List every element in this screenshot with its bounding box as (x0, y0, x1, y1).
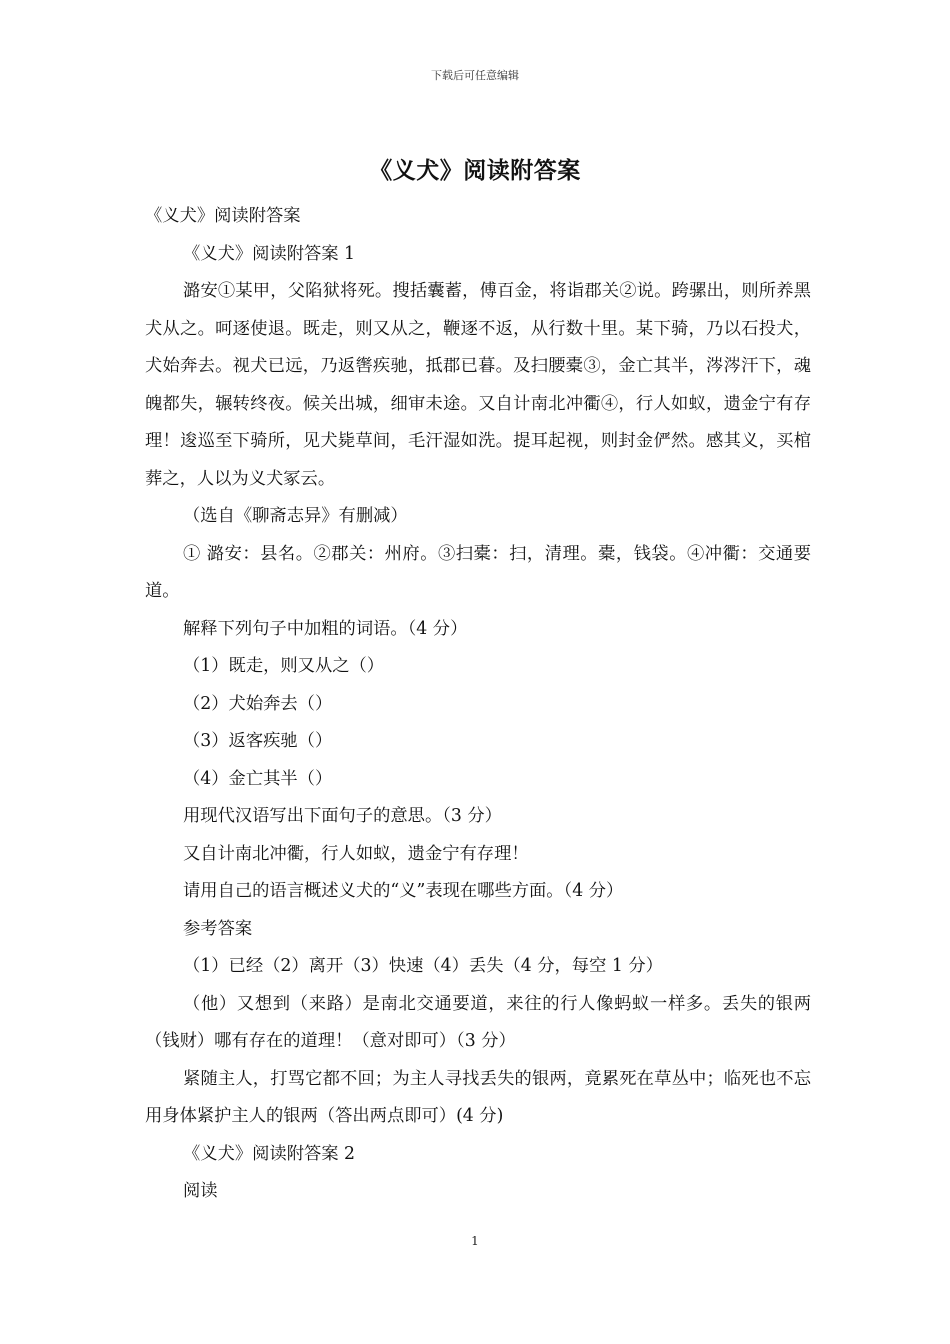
answer-2: （他）又想到（来路）是南北交通要道，来往的行人像蚂蚁一样多。丢失的银两（钱财）哪有存在的道理！（意对即可）（3 分） (145, 993, 811, 1051)
question-2-sentence: 又自计南北冲衢，行人如蚁，遗金宁有存理！ (183, 843, 529, 864)
question-3: 请用自己的语言概述义犬的“义”表现在哪些方面。（4 分） (183, 881, 624, 901)
answer-1: （1）已经（2）离开（3）快速（4）丢失（4 分，每空 1 分） (183, 956, 663, 976)
question-1-item-4: （4）金亡其半（） (183, 768, 333, 789)
classical-text: 潞安①某甲，父陷狱将死。搜括囊蓄，傅百金，将诣郡关②说。跨骡出，则所养黑犬从之。呵逐使退。既走，则又从之，鞭逐不返，从行数十里。某下骑，乃以石投犬，犬始奔去。视犬已远，乃返辔疾驰，抵郡已暮。及扫腰橐③，金亡其半，涔涔汗下，魂魄都失，辗转终夜。候关出城，细审未途。又自计南北冲衢④，行人如蚁，遗金宁有存理！逡巡至下骑所，见犬毙草间，毛汗湿如洗。提耳起视，则封金俨然。感其义，买棺葬之，人以为义犬冢云。 (145, 281, 811, 489)
document-body (145, 198, 811, 1211)
question-1-item-2: （2）犬始奔去（） (183, 693, 333, 714)
question-2: 用现代汉语写出下面句子的意思。（3 分） (183, 806, 502, 826)
subtitle-line: 《义犬》阅读附答案 (145, 206, 301, 226)
section-heading-2: 《义犬》阅读附答案 2 (183, 1143, 356, 1164)
document-title: 《义犬》阅读附答案 (369, 157, 581, 184)
page-number: 1 (471, 1234, 479, 1248)
header-note: 下载后可任意编辑 (431, 69, 519, 82)
question-1: 解释下列句子中加粗的词语。（4 分） (183, 618, 468, 639)
footnotes: ① 潞安：县名。②郡关：州府。③扫橐：扫，清理。橐，钱袋。④冲衢：交通要道。 (145, 543, 811, 601)
question-1-item-1: （1）既走，则又从之（） (183, 656, 385, 676)
reading-label: 阅读 (183, 1181, 218, 1201)
section-heading: 《义犬》阅读附答案 1 (183, 243, 356, 264)
answer-3: 紧随主人，打骂它都不回；为主人寻找丢失的银两，竟累死在草丛中；临死也不忘用身体紧护主人的银两（答出两点即可）(4 分) (145, 1068, 811, 1126)
question-1-item-3: （3）返客疾驰（） (183, 731, 333, 751)
answer-heading: 参考答案 (183, 918, 253, 939)
source-note: （选自《聊斋志异》有删减） (183, 506, 408, 526)
